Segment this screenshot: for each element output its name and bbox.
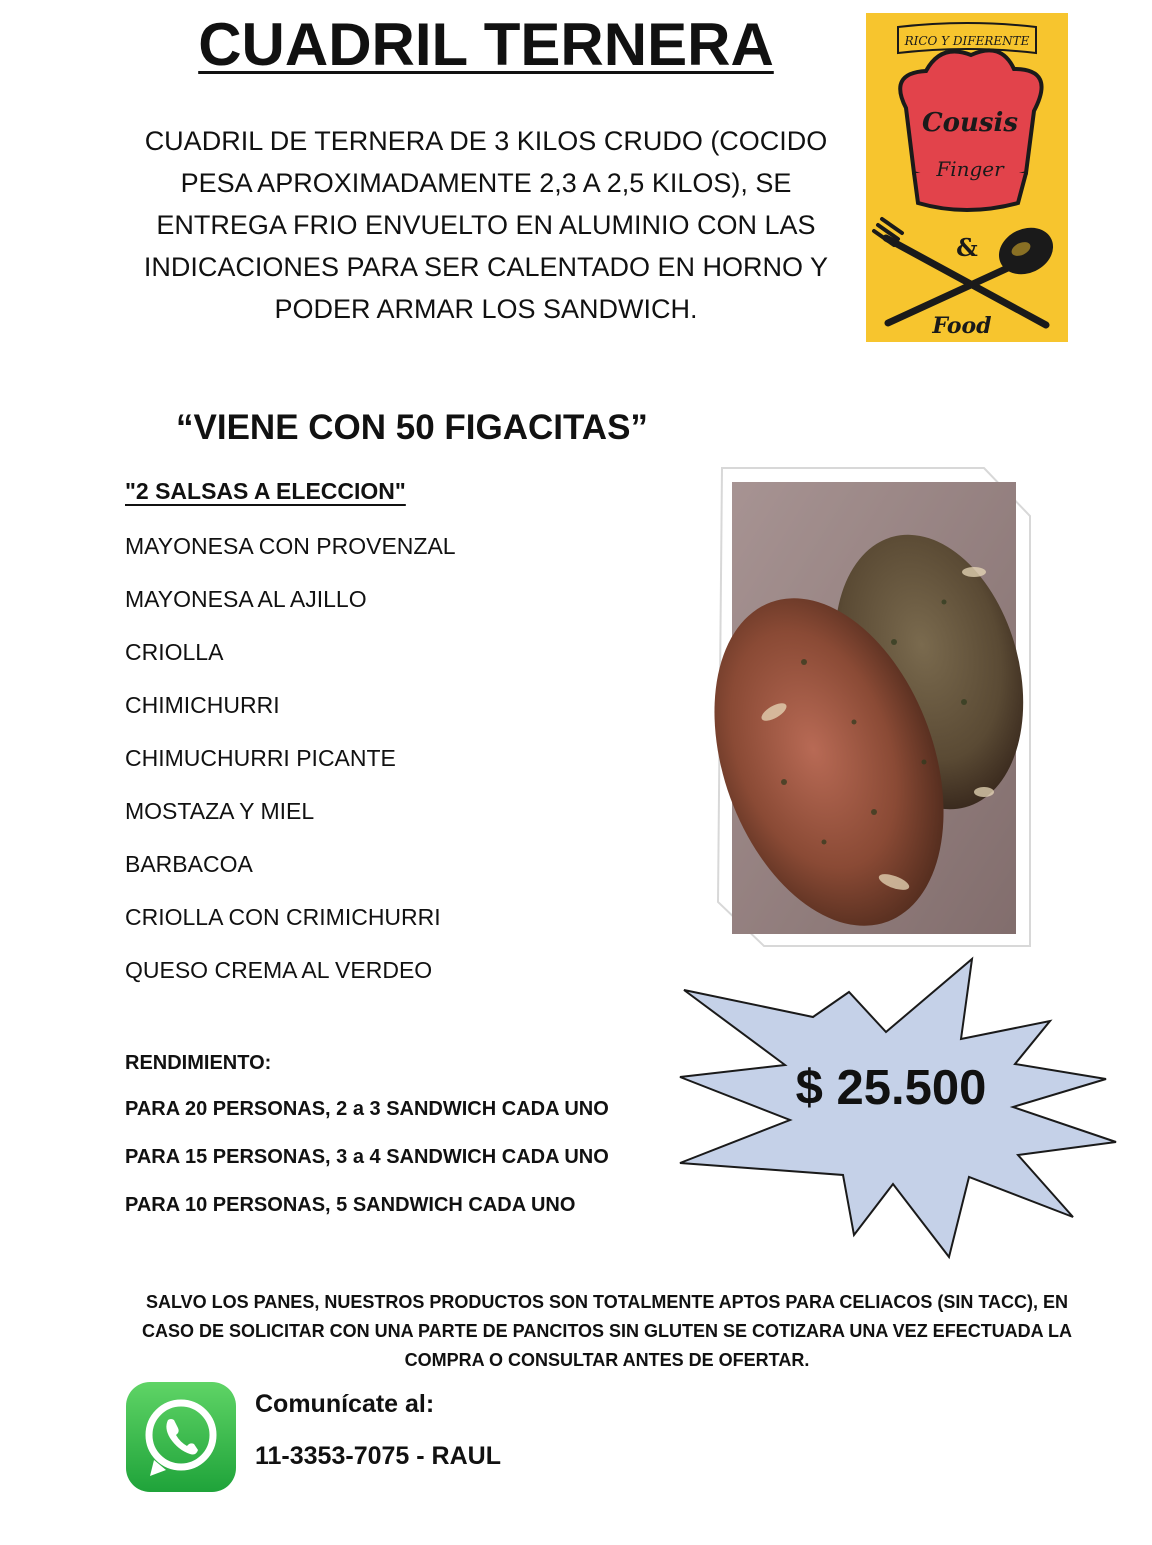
- contact-phone[interactable]: 11-3353-7075 - RAUL: [255, 1442, 501, 1470]
- yield-heading: RENDIMIENTO:: [125, 1052, 272, 1074]
- sauce-item: MOSTAZA Y MIEL: [125, 798, 315, 824]
- logo-ampersand: &: [956, 233, 978, 262]
- sauce-item: CHIMICHURRI: [125, 692, 280, 718]
- roast-beef-photo: [714, 462, 1036, 956]
- price-label: $ 25.500: [795, 1061, 987, 1115]
- logo-top-text: RICO Y DIFERENTE: [904, 34, 1030, 48]
- sauces-heading: "2 SALSAS A ELECCION": [125, 478, 406, 504]
- logo-word-finger: Finger: [936, 157, 1004, 181]
- yield-item: PARA 10 PERSONAS, 5 SANDWICH CADA UNO: [125, 1194, 576, 1216]
- product-description: CUADRIL DE TERNERA DE 3 KILOS CRUDO (COCIDO PESA APROXIMADAMENTE 2,3 A 2,5 KILOS), SE ENTREGA FRIO ENVUELTO EN ALUMINIO CON LAS INDICACIONES PARA SER CALENTADO EN HORNO Y PODER ARMAR LOS SANDWICH.: [143, 126, 829, 324]
- sauce-item: CHIMUCHURRI PICANTE: [125, 745, 396, 771]
- sauce-item: BARBACOA: [125, 851, 253, 877]
- yield-item: PARA 15 PERSONAS, 3 a 4 SANDWICH CADA UNO: [125, 1146, 609, 1168]
- logo-word-cousis: Cousis: [921, 108, 1019, 138]
- sauce-item: MAYONESA AL AJILLO: [125, 586, 367, 612]
- figacitas-subtitle: “VIENE CON 50 FIGACITAS”: [176, 408, 648, 447]
- yield-item: PARA 20 PERSONAS, 2 a 3 SANDWICH CADA UNO: [125, 1098, 609, 1120]
- sauce-item: QUESO CREMA AL VERDEO: [125, 957, 433, 983]
- cousis-finger-food-logo: [866, 13, 1068, 342]
- sauce-item: MAYONESA CON PROVENZAL: [125, 533, 456, 559]
- sauce-item: CRIOLLA: [125, 639, 224, 665]
- celiac-disclaimer: SALVO LOS PANES, NUESTROS PRODUCTOS SON TOTALMENTE APTOS PARA CELIACOS (SIN TACC), EN CASO DE SOLICITAR CON UNA PARTE DE PANCITOS SIN GLUTEN SE COTIZARA UNA VEZ EFECTUADA LA COMPRA O CONSULTAR ANTES DE OFERTAR.: [141, 1292, 1073, 1370]
- page-title: CUADRIL TERNERA: [198, 11, 774, 78]
- yield-list: [125, 1098, 609, 1242]
- sauce-item: CRIOLLA CON CRIMICHURRI: [125, 904, 441, 930]
- whatsapp-icon: [124, 1380, 238, 1494]
- logo-word-food: Food: [932, 313, 992, 339]
- contact-label: Comunícate al:: [255, 1390, 435, 1418]
- sauce-list: [125, 532, 456, 1009]
